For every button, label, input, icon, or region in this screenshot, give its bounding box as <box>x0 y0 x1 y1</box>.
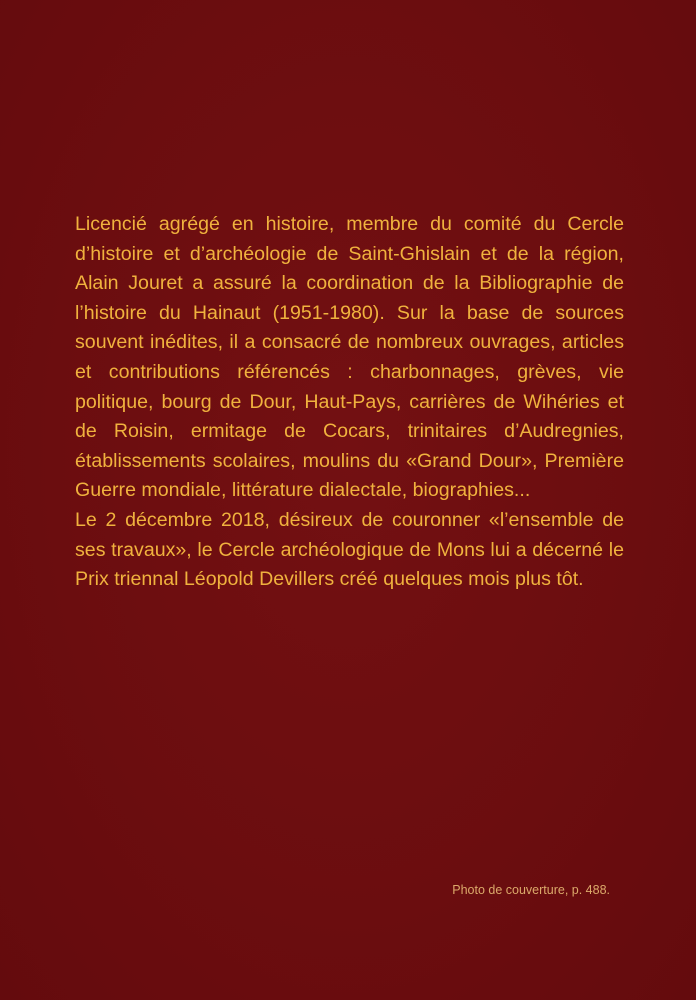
photo-credit: Photo de couverture, p. 488. <box>452 883 610 897</box>
biography-paragraph-2: Le 2 décembre 2018, désireux de couronner «l’ensemble de ses travaux», le Cercle archéologique de Mons lui a décerné le Prix triennal Léopold Devillers créé quelques mois plus tôt. <box>75 508 624 591</box>
biography-paragraph-1: Licencié agrégé en histoire, membre du comité du Cercle d’histoire et d’archéologie de Saint-Ghislain et de la région, Alain Jouret a assuré la coordination de la Bibliographie de l’histoire du Hainaut (1951-1980). Sur la base de sources souvent inédites, il a consacré de nombreux ouvrages, articles et contributions référencés : charbonnages, grèves, vie politique, bourg de Dour, Haut-Pays, carrières de Wihéries et de Roisin, ermitage de Cocars, trinitaires d’Audregnies, établissements scolaires, moulins du «Grand Dour», Première Guerre mondiale, littérature dialectale, biographies... <box>75 213 624 502</box>
author-biography <box>75 210 624 595</box>
